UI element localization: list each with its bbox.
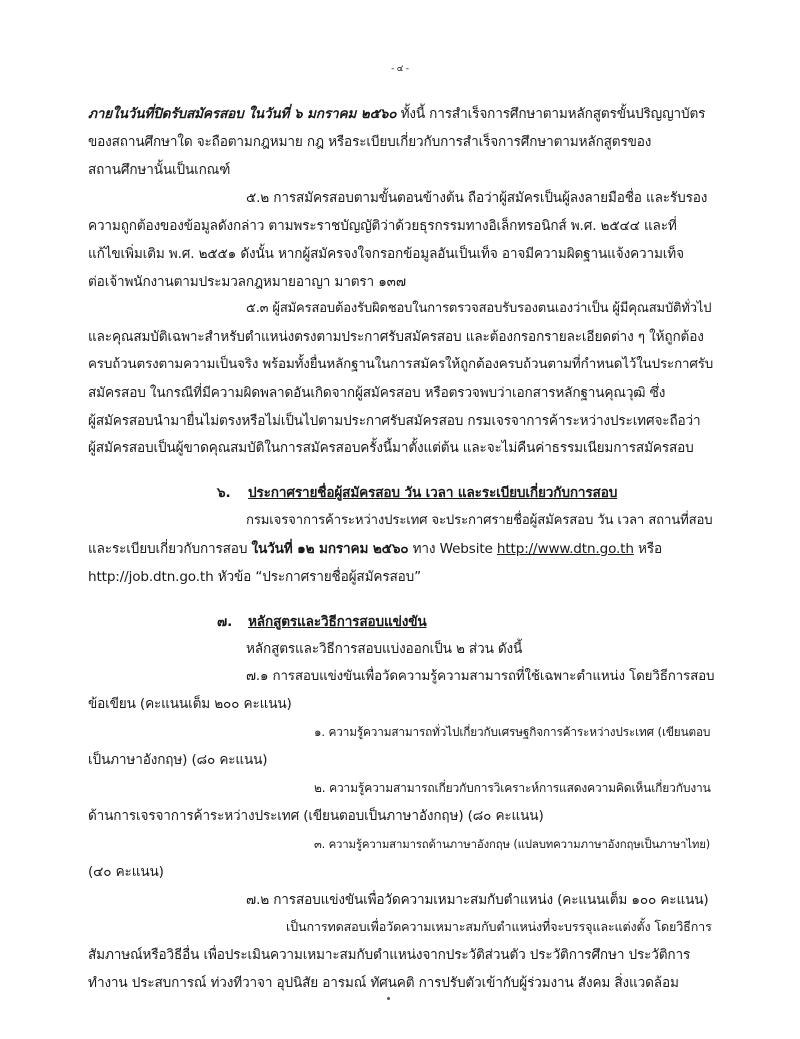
section-6-number: ๖. <box>217 485 231 501</box>
section-7-2-line-1: ๗.๒ การสอบแข่งขันเพื่อวัดความเหมาะสมกับตำแหน่ง (คะแนนเต็ม ๑๐๐ คะแนน) <box>246 892 709 908</box>
section-5-3-line-3: ครบถ้วนตรงตามความเป็นจริง พร้อมทั้งยื่นหลักฐานในการสมัครให้ถูกต้องครบถ้วนตามที่กำหนดไว้ในประกาศรับ <box>88 357 714 372</box>
exam-item-1-line-1: ๑. ความรู้ความสามารถทั่วไปเกี่ยวกับเศรษฐกิจการค้าระหว่างประเทศ (เขียนตอบ <box>314 725 711 739</box>
section-5-3-line-4: สมัครสอบ ในกรณีที่มีความผิดพลาดอันเกิดจากผู้สมัครสอบ หรือตรวจพบว่าเอกสารหลักฐานคุณวุฒิ ซึ่ง <box>88 385 666 401</box>
section-5-3-line-1: ๕.๓ ผู้สมัครสอบต้องรับผิดชอบในการตรวจสอบรับรองตนเองว่าเป็น ผู้มีคุณสมบัติทั่วไป <box>246 301 712 316</box>
intro-line-1-rest: ทั้งนี้ การสำเร็จการศึกษาตามหลักสูตรขั้นปริญญาบัตร <box>400 106 706 122</box>
announcement-date: ในวันที่ ๑๒ มกราคม ๒๕๖๐ <box>251 541 409 557</box>
section-5-3-line-6: ผู้สมัครสอบเป็นผู้ขาดคุณสมบัติในการสมัครสอบครั้งนี้มาตั้งแต่ต้น และจะไม่คืนค่าธรรมเนียมการสมัครสอบ <box>88 440 694 456</box>
section-5-3-line-2: และคุณสมบัติเฉพาะสำหรับตำแหน่งตรงตามประกาศรับสมัครสอบ และต้องกรอกรายละเอียดต่าง ๆ ให้ถูกต้อง <box>88 329 704 345</box>
section-7-1-line-1: ๗.๑ การสอบแข่งขันเพื่อวัดความรู้ความสามารถที่ใช้เฉพาะตำแหน่ง โดยวิธีการสอบ <box>246 669 715 684</box>
section-5-2-line-4: ต่อเจ้าพนักงานตามประมวลกฎหมายอาญา มาตรา ๑๓๗ <box>88 274 406 290</box>
exam-item-2-line-1: ๒. ความรู้ความสามารถเกี่ยวกับการวิเคราะห์การแสดงความคิดเห็นเกี่ยวกับงาน <box>314 781 711 795</box>
section-6-heading: ประกาศรายชื่อผู้สมัครสอบ วัน เวลา และระเบียบเกี่ยวกับการสอบ <box>248 485 618 501</box>
dtn-website-link[interactable]: http://www.dtn.go.th <box>496 541 634 557</box>
section-5-2-line-3: แก้ไขเพิ่มเติม พ.ศ. ๒๕๕๑ ดังนั้น หากผู้สมัครจงใจกรอกข้อมูลอันเป็นเท็จ อาจมีความผิดฐานแจ้งความเท็จ <box>88 246 684 262</box>
section-7-2-line-4: ทำงาน ประสบการณ์ ท่วงทีวาจา อุปนิสัย อารมณ์ ทัศนคติ การปรับตัวเข้ากับผู้ร่วมงาน สังคม สิ่งแวดล้อม <box>88 975 679 991</box>
page-mark-dot <box>387 997 390 1000</box>
section-6-line-2 <box>88 539 662 559</box>
exam-item-1-line-2: เป็นภาษาอังกฤษ) (๘๐ คะแนน) <box>88 752 268 768</box>
exam-item-3-line-2: (๔๐ คะแนน) <box>88 864 164 880</box>
exam-item-3-line-1: ๓. ความรู้ความสามารถด้านภาษาอังกฤษ (แปลบทความภาษาอังกฤษเป็นภาษาไทย) <box>314 837 711 851</box>
intro-line-2: ของสถานศึกษาใด จะถือตามกฎหมาย กฎ หรือระเบียบเกี่ยวกับการสำเร็จการศึกษาตามหลักสูตรของ <box>88 134 652 150</box>
section-6-line-2-b: ทาง Website <box>412 541 493 557</box>
section-7-heading: หลักสูตรและวิธีการสอบแข่งขัน <box>248 614 427 630</box>
section-7-2-line-3: สัมภาษณ์หรือวิธีอื่น เพื่อประเมินความเหมาะสมกับตำแหน่งจากประวัติส่วนตัว ประวัติการศึกษา ประวัติการ <box>88 947 691 963</box>
section-7-1-line-2: ข้อเขียน (คะแนนเต็ม ๒๐๐ คะแนน) <box>88 696 292 712</box>
section-5-2-line-1: ๕.๒ การสมัครสอบตามขั้นตอนข้างต้น ถือว่าผู้สมัครเป็นผู้ลงลายมือชื่อ และรับรอง <box>246 190 708 206</box>
intro-line-1 <box>88 104 705 124</box>
page-number: - ๔ - <box>391 64 409 74</box>
section-7-number: ๗. <box>217 614 233 630</box>
exam-item-2-line-2: ด้านการเจรจาการค้าระหว่างประเทศ (เขียนตอบเป็นภาษาอังกฤษ) (๘๐ คะแนน) <box>88 808 544 824</box>
section-6-line-1: กรมเจรจาการค้าระหว่างประเทศ จะประกาศรายชื่อผู้สมัครสอบ วัน เวลา สถานที่สอบ <box>246 513 713 528</box>
intro-line-3: สถานศึกษานั้นเป็นเกณฑ์ <box>88 162 231 178</box>
section-7-intro: หลักสูตรและวิธีการสอบแบ่งออกเป็น ๒ ส่วน ดังนี้ <box>246 641 523 657</box>
section-5-3-line-5: ผู้สมัครสอบนำมายื่นไม่ตรงหรือไม่เป็นไปตามประกาศรับสมัครสอบ กรมเจรจาการค้าระหว่างประเทศจะถือว่า <box>88 413 701 429</box>
application-deadline: ภายในวันที่ปิดรับสมัครสอบ ในวันที่ ๖ มกราคม ๒๕๖๐ <box>88 106 397 122</box>
section-7-2-line-2: เป็นการทดสอบเพื่อวัดความเหมาะสมกับตำแหน่งที่จะบรรจุและแต่งตั้ง โดยวิธีการ <box>286 919 712 934</box>
section-6-line-3: http://job.dtn.go.th หัวข้อ “ประกาศรายชื่อผู้สมัครสอบ” <box>88 569 422 585</box>
section-6-line-2-c: หรือ <box>638 541 662 557</box>
section-5-2-line-2: ความถูกต้องของข้อมูลดังกล่าว ตามพระราชบัญญัติว่าด้วยธุรกรรมทางอิเล็กทรอนิกส์ พ.ศ. ๒๕๔๔ และที่ <box>88 218 677 234</box>
section-6-line-2-a: และระเบียบเกี่ยวกับการสอบ <box>88 541 248 557</box>
